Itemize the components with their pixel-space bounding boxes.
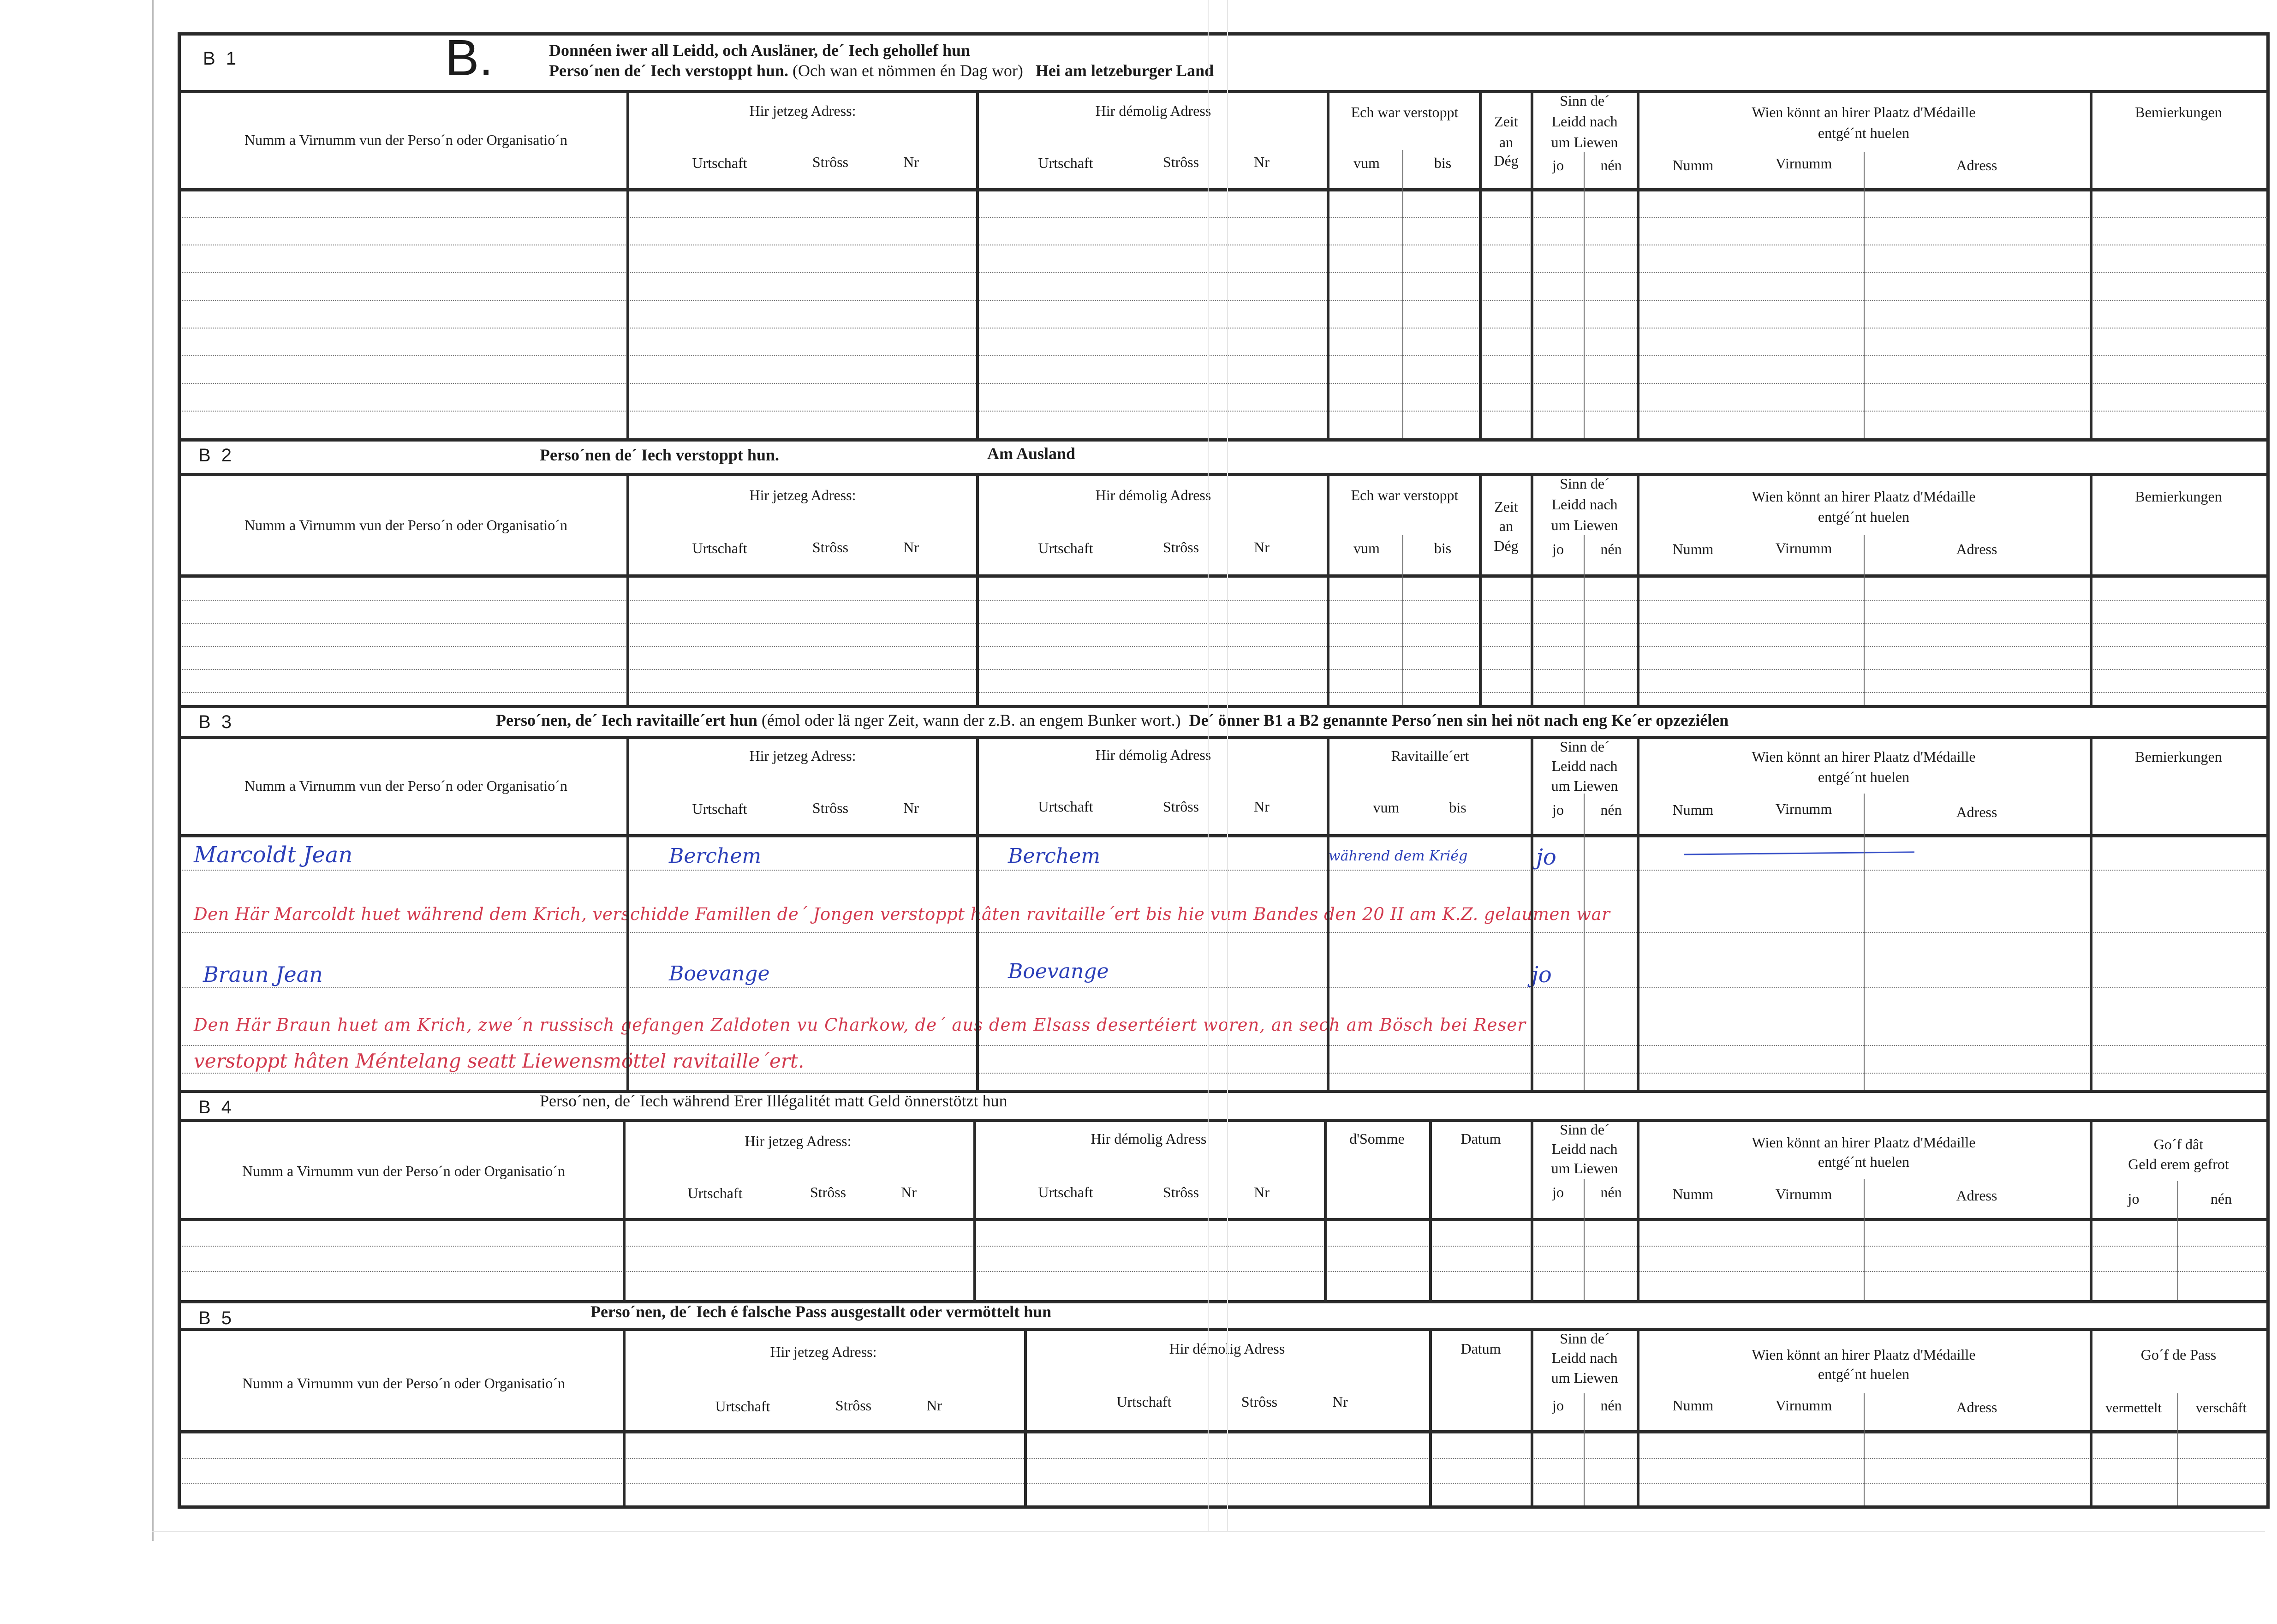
b2-sub-divider bbox=[1402, 535, 1403, 705]
hw-row1-note: Den Här Marcoldt huet während dem Krich, verschidde Famillen de´ Jongen verstoppt hâten ravitaille´ert bis hie vum Bandes den 20 II am K.Z. gelaumen war bbox=[194, 904, 1610, 924]
b1-col-divider bbox=[2090, 90, 2092, 438]
b4-row-line bbox=[182, 1246, 2267, 1247]
b1-row-line bbox=[182, 383, 2267, 384]
b4-name-header: Numm a Virnumm vun der Perso´n oder Organisatio´n bbox=[242, 1163, 565, 1179]
b2-virnumm: Virnumm bbox=[1775, 540, 1832, 556]
b2-remarks: Bemierkungen bbox=[2135, 488, 2222, 505]
b4-gof-2: Geld erem gefrot bbox=[2128, 1156, 2229, 1172]
b5-col-divider bbox=[623, 1328, 626, 1505]
b5-former-street: Strôss bbox=[1241, 1393, 1278, 1410]
b5-former-addr-header: Hir démolig Adress bbox=[1169, 1340, 1285, 1357]
b2-col-divider bbox=[1327, 473, 1329, 705]
b1-col-divider bbox=[1637, 90, 1639, 438]
b4-current-locality: Urtschaft bbox=[687, 1185, 743, 1201]
b3-former-addr-header: Hir démolig Adress bbox=[1095, 746, 1211, 763]
b5-top-rule bbox=[180, 1300, 2267, 1303]
hw-row1-name: Marcoldt Jean bbox=[194, 842, 353, 868]
b2-header-top-rule bbox=[180, 473, 2267, 476]
b3-to: bis bbox=[1449, 799, 1466, 816]
b1-time-3: Dég bbox=[1494, 152, 1519, 169]
b4-current-addr-header: Hir jetzeg Adress: bbox=[745, 1133, 852, 1149]
b5-current-addr-header: Hir jetzeg Adress: bbox=[770, 1343, 877, 1360]
b1-col-divider bbox=[1479, 90, 1482, 438]
b5-sub-divider bbox=[2177, 1393, 2178, 1505]
b1-wien-2: entgé´nt huelen bbox=[1818, 125, 1910, 141]
b1-row-line bbox=[182, 217, 2267, 218]
b4-title: Perso´nen, de´ Iech während Erer Illégalitét matt Geld önnerstötzt hun bbox=[540, 1092, 1007, 1110]
b3-row-line bbox=[182, 1045, 2267, 1046]
b5-sinn-1: Sinn de´ bbox=[1560, 1330, 1609, 1347]
b5-datum-header: Datum bbox=[1460, 1340, 1501, 1357]
b3-wien-2: entgé´nt huelen bbox=[1818, 769, 1910, 785]
section-b1-label: B 1 bbox=[203, 48, 239, 69]
b4-col-divider bbox=[1429, 1119, 1432, 1300]
b1-time-1: Zeit bbox=[1494, 113, 1518, 130]
form-letter: B. bbox=[445, 30, 493, 86]
b1-title-normal: (Och wan et nömmen én Dag wor) bbox=[793, 61, 1023, 80]
b5-name-header: Numm a Virnumm vun der Perso´n oder Organisatio´n bbox=[242, 1375, 565, 1391]
b2-wien-2: entgé´nt huelen bbox=[1818, 508, 1910, 525]
b5-col-divider bbox=[2090, 1328, 2092, 1505]
b4-current-street: Strôss bbox=[810, 1184, 846, 1200]
b5-header-top-rule bbox=[180, 1328, 2267, 1331]
b5-col-divider bbox=[1429, 1328, 1432, 1505]
b4-sinn-3: um Liewen bbox=[1551, 1160, 1618, 1176]
b2-row-line bbox=[182, 669, 2267, 670]
b1-former-street: Strôss bbox=[1162, 154, 1199, 170]
b2-row-line bbox=[182, 600, 2267, 601]
b3-sinn-3: um Liewen bbox=[1551, 777, 1618, 794]
b2-sinn-2: Leidd nach bbox=[1551, 496, 1618, 513]
margin-guide bbox=[1227, 0, 1228, 1532]
b4-sinn-1: Sinn de´ bbox=[1560, 1121, 1609, 1138]
b2-hidden-header: Ech war verstoppt bbox=[1351, 487, 1459, 503]
b2-former-number: Nr bbox=[1254, 539, 1270, 555]
b4-wien-1: Wien könnt an hirer Plaatz d'Médaille bbox=[1752, 1134, 1976, 1151]
b5-title: Perso´nen, de´ Iech é falsche Pass ausgestallt oder vermöttelt hun bbox=[590, 1302, 1052, 1321]
b1-former-locality: Urtschaft bbox=[1038, 155, 1093, 171]
b5-verschaft: verschâft bbox=[2196, 1400, 2247, 1415]
b1-wien-1: Wien könnt an hirer Plaatz d'Médaille bbox=[1752, 104, 1976, 120]
b5-current-number: Nr bbox=[926, 1397, 942, 1414]
b4-top-rule bbox=[180, 1090, 2267, 1093]
b2-sub-divider bbox=[1584, 535, 1585, 705]
b2-row-line bbox=[182, 692, 2267, 693]
b4-gof-no: nén bbox=[2210, 1190, 2232, 1207]
b5-wien-2: entgé´nt huelen bbox=[1818, 1366, 1910, 1382]
b4-yes: jo bbox=[1552, 1184, 1564, 1200]
b4-former-addr-header: Hir démolig Adress bbox=[1091, 1130, 1207, 1147]
b3-row-line bbox=[182, 1073, 2267, 1074]
b4-sub-divider bbox=[1584, 1179, 1585, 1300]
b4-col-divider bbox=[1324, 1119, 1327, 1300]
b2-col-divider bbox=[976, 473, 979, 705]
b2-current-street: Strôss bbox=[812, 539, 849, 555]
b4-numm: Numm bbox=[1672, 1186, 1714, 1202]
b4-former-locality: Urtschaft bbox=[1038, 1184, 1093, 1200]
b1-title-end: Hei am letzeburger Land bbox=[1035, 61, 1214, 80]
b2-time-1: Zeit bbox=[1494, 498, 1518, 515]
b4-col-divider bbox=[623, 1119, 626, 1300]
b3-current-street: Strôss bbox=[812, 800, 849, 816]
b3-title-end: De´ önner B1 a B2 genannte Perso´nen sin hei nöt nach eng Ke´er opzeziélen bbox=[1189, 711, 1729, 729]
b3-adress: Adress bbox=[1956, 804, 1997, 820]
b5-header-bottom-rule bbox=[180, 1430, 2267, 1433]
b5-sub-divider bbox=[1584, 1393, 1585, 1505]
b3-sub-divider bbox=[1584, 794, 1585, 1090]
b2-no: nén bbox=[1600, 541, 1622, 557]
b2-top-rule bbox=[180, 438, 2267, 442]
b5-no: nén bbox=[1600, 1397, 1622, 1414]
b5-wien-1: Wien könnt an hirer Plaatz d'Médaille bbox=[1752, 1346, 1976, 1363]
b5-numm: Numm bbox=[1672, 1397, 1714, 1414]
b1-row-line bbox=[182, 300, 2267, 301]
b1-virnumm: Virnumm bbox=[1775, 155, 1832, 172]
b2-col-divider bbox=[1637, 473, 1639, 705]
b3-ravitaille-header: Ravitaille´ert bbox=[1391, 747, 1469, 764]
b2-col-divider bbox=[1531, 473, 1533, 705]
b2-current-locality: Urtschaft bbox=[692, 540, 747, 556]
b2-adress: Adress bbox=[1956, 541, 1997, 557]
b1-sinn-3: um Liewen bbox=[1551, 134, 1618, 150]
b3-name-header: Numm a Virnumm vun der Perso´n oder Organisatio´n bbox=[244, 777, 567, 794]
b5-sinn-3: um Liewen bbox=[1551, 1369, 1618, 1386]
b5-row-line bbox=[182, 1483, 2267, 1484]
b1-current-locality: Urtschaft bbox=[692, 155, 747, 171]
b3-col-divider bbox=[1637, 736, 1639, 1090]
b2-row-line bbox=[182, 623, 2267, 624]
b3-current-locality: Urtschaft bbox=[692, 800, 747, 817]
b3-col-divider bbox=[2090, 736, 2092, 1090]
margin-guide bbox=[152, 1531, 2265, 1532]
hw-row2-note-line2: verstoppt hâten Méntelang seatt Liewensmöttel ravitaille´ert. bbox=[194, 1050, 805, 1072]
b2-name-header: Numm a Virnumm vun der Perso´n oder Organisatio´n bbox=[244, 517, 567, 533]
b2-col-divider bbox=[626, 473, 629, 705]
hw-row1-alive: jo bbox=[1536, 844, 1556, 870]
hw-row2-current: Boevange bbox=[669, 962, 770, 985]
b3-row-line bbox=[182, 987, 2267, 988]
b1-col-divider bbox=[976, 90, 979, 438]
b2-former-street: Strôss bbox=[1162, 539, 1199, 555]
b1-time-2: an bbox=[1499, 134, 1514, 150]
b1-to: bis bbox=[1434, 155, 1452, 171]
b3-sub-divider bbox=[1864, 794, 1865, 1090]
hw-row2-alive: jo bbox=[1532, 962, 1552, 988]
b2-current-addr-header: Hir jetzeg Adress: bbox=[749, 487, 856, 503]
b2-title: Perso´nen de´ Iech verstoppt hun. bbox=[540, 446, 779, 464]
b3-wien-1: Wien könnt an hirer Plaatz d'Médaille bbox=[1752, 748, 1976, 765]
b2-to: bis bbox=[1434, 540, 1452, 556]
paper-edge bbox=[152, 0, 154, 1541]
hw-row1-former: Berchem bbox=[1008, 844, 1101, 868]
b3-former-street: Strôss bbox=[1162, 798, 1199, 815]
b3-former-locality: Urtschaft bbox=[1038, 798, 1093, 815]
b1-former-addr-header: Hir démolig Adress bbox=[1095, 102, 1211, 119]
b2-yes: jo bbox=[1552, 541, 1564, 557]
b1-sub-divider bbox=[1864, 152, 1865, 438]
b5-sub-divider bbox=[1864, 1393, 1865, 1505]
b5-row-line bbox=[182, 1458, 2267, 1459]
b1-sub-divider bbox=[1402, 150, 1403, 438]
b1-header-top-rule bbox=[180, 90, 2267, 93]
b4-sinn-2: Leidd nach bbox=[1551, 1140, 1618, 1157]
b4-former-street: Strôss bbox=[1162, 1184, 1199, 1200]
b5-sinn-2: Leidd nach bbox=[1551, 1349, 1618, 1366]
b3-no: nén bbox=[1600, 801, 1622, 818]
b3-numm: Numm bbox=[1672, 801, 1714, 818]
b5-adress: Adress bbox=[1956, 1399, 1997, 1415]
hw-row1-period: während dem Kriég bbox=[1329, 848, 1468, 864]
section-b2-label: B 2 bbox=[198, 445, 235, 466]
b1-sub-divider bbox=[1584, 152, 1585, 438]
b1-numm: Numm bbox=[1672, 157, 1714, 173]
b1-sinn-2: Leidd nach bbox=[1551, 113, 1618, 130]
hw-row1-current: Berchem bbox=[669, 844, 762, 868]
b3-sinn-1: Sinn de´ bbox=[1560, 738, 1609, 755]
hw-row2-note-line1: Den Här Braun huet am Krich, zwe´n russisch gefangen Zaldoten vu Charkow, de´ aus dem Elsass desertéiert woren, an sech am Bösch bei Reser bbox=[194, 1015, 1526, 1035]
b3-col-divider bbox=[1327, 736, 1329, 1090]
b1-remarks: Bemierkungen bbox=[2135, 104, 2222, 120]
b4-datum-header: Datum bbox=[1460, 1130, 1501, 1147]
b5-col-divider bbox=[1024, 1328, 1027, 1505]
b1-current-street: Strôss bbox=[812, 154, 849, 170]
b5-former-locality: Urtschaft bbox=[1116, 1393, 1172, 1410]
b5-current-locality: Urtschaft bbox=[715, 1398, 770, 1415]
b4-gof-yes: jo bbox=[2128, 1190, 2140, 1207]
b4-col-divider bbox=[1637, 1119, 1639, 1300]
b2-current-number: Nr bbox=[903, 539, 919, 555]
b5-former-number: Nr bbox=[1332, 1393, 1348, 1410]
b4-current-number: Nr bbox=[901, 1184, 917, 1200]
b1-no: nén bbox=[1600, 157, 1622, 173]
b4-sub-divider bbox=[2177, 1181, 2178, 1300]
b3-row-line bbox=[182, 870, 2267, 871]
section-b4-label: B 4 bbox=[198, 1097, 235, 1117]
hw-row2-former: Boevange bbox=[1008, 960, 1109, 983]
section-b5-label: B 5 bbox=[198, 1308, 235, 1328]
b1-row-line bbox=[182, 355, 2267, 356]
b4-virnumm: Virnumm bbox=[1775, 1186, 1832, 1202]
b4-sub-divider bbox=[1864, 1179, 1865, 1300]
section-b3-label: B 3 bbox=[198, 712, 235, 732]
b3-former-number: Nr bbox=[1254, 798, 1270, 815]
b5-current-street: Strôss bbox=[835, 1397, 872, 1414]
b4-no: nén bbox=[1600, 1184, 1622, 1200]
b5-vermettelt: vermettelt bbox=[2105, 1400, 2162, 1415]
b4-row-line bbox=[182, 1271, 2267, 1272]
b2-wien-1: Wien könnt an hirer Plaatz d'Médaille bbox=[1752, 488, 1976, 505]
b1-adress: Adress bbox=[1956, 157, 1997, 173]
b5-yes: jo bbox=[1552, 1397, 1564, 1414]
b2-from: vum bbox=[1353, 540, 1380, 556]
b2-row-line bbox=[182, 646, 2267, 647]
b1-from: vum bbox=[1353, 155, 1380, 171]
b3-title bbox=[496, 710, 1729, 730]
b3-current-number: Nr bbox=[903, 800, 919, 816]
b4-somme-header: d'Somme bbox=[1349, 1130, 1405, 1147]
b2-numm: Numm bbox=[1672, 541, 1714, 557]
b1-current-addr-header: Hir jetzeg Adress: bbox=[749, 102, 856, 119]
b3-col-divider bbox=[1531, 736, 1533, 1090]
b5-gof-pass: Go´f de Pass bbox=[2140, 1346, 2217, 1363]
b3-title-normal: (émol oder lä nger Zeit, wann der z.B. an engem Bunker wort.) bbox=[761, 711, 1181, 729]
b1-col-divider bbox=[626, 90, 629, 438]
b1-row-line bbox=[182, 411, 2267, 412]
b4-header-bottom-rule bbox=[180, 1218, 2267, 1221]
b2-time-2: an bbox=[1499, 518, 1514, 534]
b2-sinn-3: um Liewen bbox=[1551, 517, 1618, 533]
b3-from: vum bbox=[1373, 799, 1400, 816]
b3-virnumm: Virnumm bbox=[1775, 800, 1832, 817]
b3-remarks: Bemierkungen bbox=[2135, 748, 2222, 765]
b1-header-bottom-rule bbox=[180, 188, 2267, 191]
b5-col-divider bbox=[1637, 1328, 1639, 1505]
b1-current-number: Nr bbox=[903, 154, 919, 170]
margin-guide bbox=[1208, 0, 1209, 1532]
hw-row2-name: Braun Jean bbox=[203, 962, 323, 987]
b3-current-addr-header: Hir jetzeg Adress: bbox=[749, 747, 856, 764]
b4-gof-1: Go´f dât bbox=[2153, 1136, 2204, 1152]
b5-col-divider bbox=[1531, 1328, 1533, 1505]
b3-top-rule bbox=[180, 705, 2267, 708]
b3-header-top-rule bbox=[180, 736, 2267, 739]
b2-header-bottom-rule bbox=[180, 574, 2267, 578]
b2-sub-divider bbox=[1864, 535, 1865, 705]
b1-former-number: Nr bbox=[1254, 154, 1270, 170]
b1-title-bold: Perso´nen de´ Iech verstoppt hun. bbox=[549, 61, 788, 80]
b4-col-divider bbox=[2090, 1119, 2092, 1300]
b1-title-line2 bbox=[549, 61, 1214, 80]
b1-hidden-header: Ech war verstoppt bbox=[1351, 104, 1459, 120]
b3-title-bold: Perso´nen, de´ Iech ravitaille´ert hun bbox=[496, 711, 757, 729]
b2-former-locality: Urtschaft bbox=[1038, 540, 1093, 556]
b5-virnumm: Virnumm bbox=[1775, 1397, 1832, 1414]
b1-col-divider bbox=[1327, 90, 1329, 438]
b3-header-bottom-rule bbox=[180, 834, 2267, 837]
b1-name-header: Numm a Virnumm vun der Perso´n oder Organisatio´n bbox=[244, 131, 567, 148]
b3-col-divider bbox=[626, 736, 629, 1090]
b2-col-divider bbox=[1479, 473, 1482, 705]
b4-adress: Adress bbox=[1956, 1187, 1997, 1204]
b2-sinn-1: Sinn de´ bbox=[1560, 475, 1609, 492]
b2-former-addr-header: Hir démolig Adress bbox=[1095, 487, 1211, 503]
b4-col-divider bbox=[1531, 1119, 1533, 1300]
b1-col-divider bbox=[1531, 90, 1533, 438]
b3-yes: jo bbox=[1552, 801, 1564, 818]
b4-header-top-rule bbox=[180, 1119, 2267, 1122]
b4-col-divider bbox=[973, 1119, 976, 1300]
b1-title-line1: Donnéen iwer all Leidd, och Ausläner, de´ Iech gehollef hun bbox=[549, 41, 971, 60]
b4-former-number: Nr bbox=[1254, 1184, 1270, 1200]
b3-row-line bbox=[182, 932, 2267, 933]
b1-yes: jo bbox=[1552, 157, 1564, 173]
b3-sinn-2: Leidd nach bbox=[1551, 758, 1618, 774]
b2-time-3: Dég bbox=[1494, 537, 1519, 554]
b3-col-divider bbox=[976, 736, 979, 1090]
b1-row-line bbox=[182, 272, 2267, 273]
b4-wien-2: entgé´nt huelen bbox=[1818, 1153, 1910, 1170]
b2-col-divider bbox=[2090, 473, 2092, 705]
b2-title-right: Am Ausland bbox=[987, 444, 1076, 463]
b1-sinn-1: Sinn de´ bbox=[1560, 92, 1609, 109]
